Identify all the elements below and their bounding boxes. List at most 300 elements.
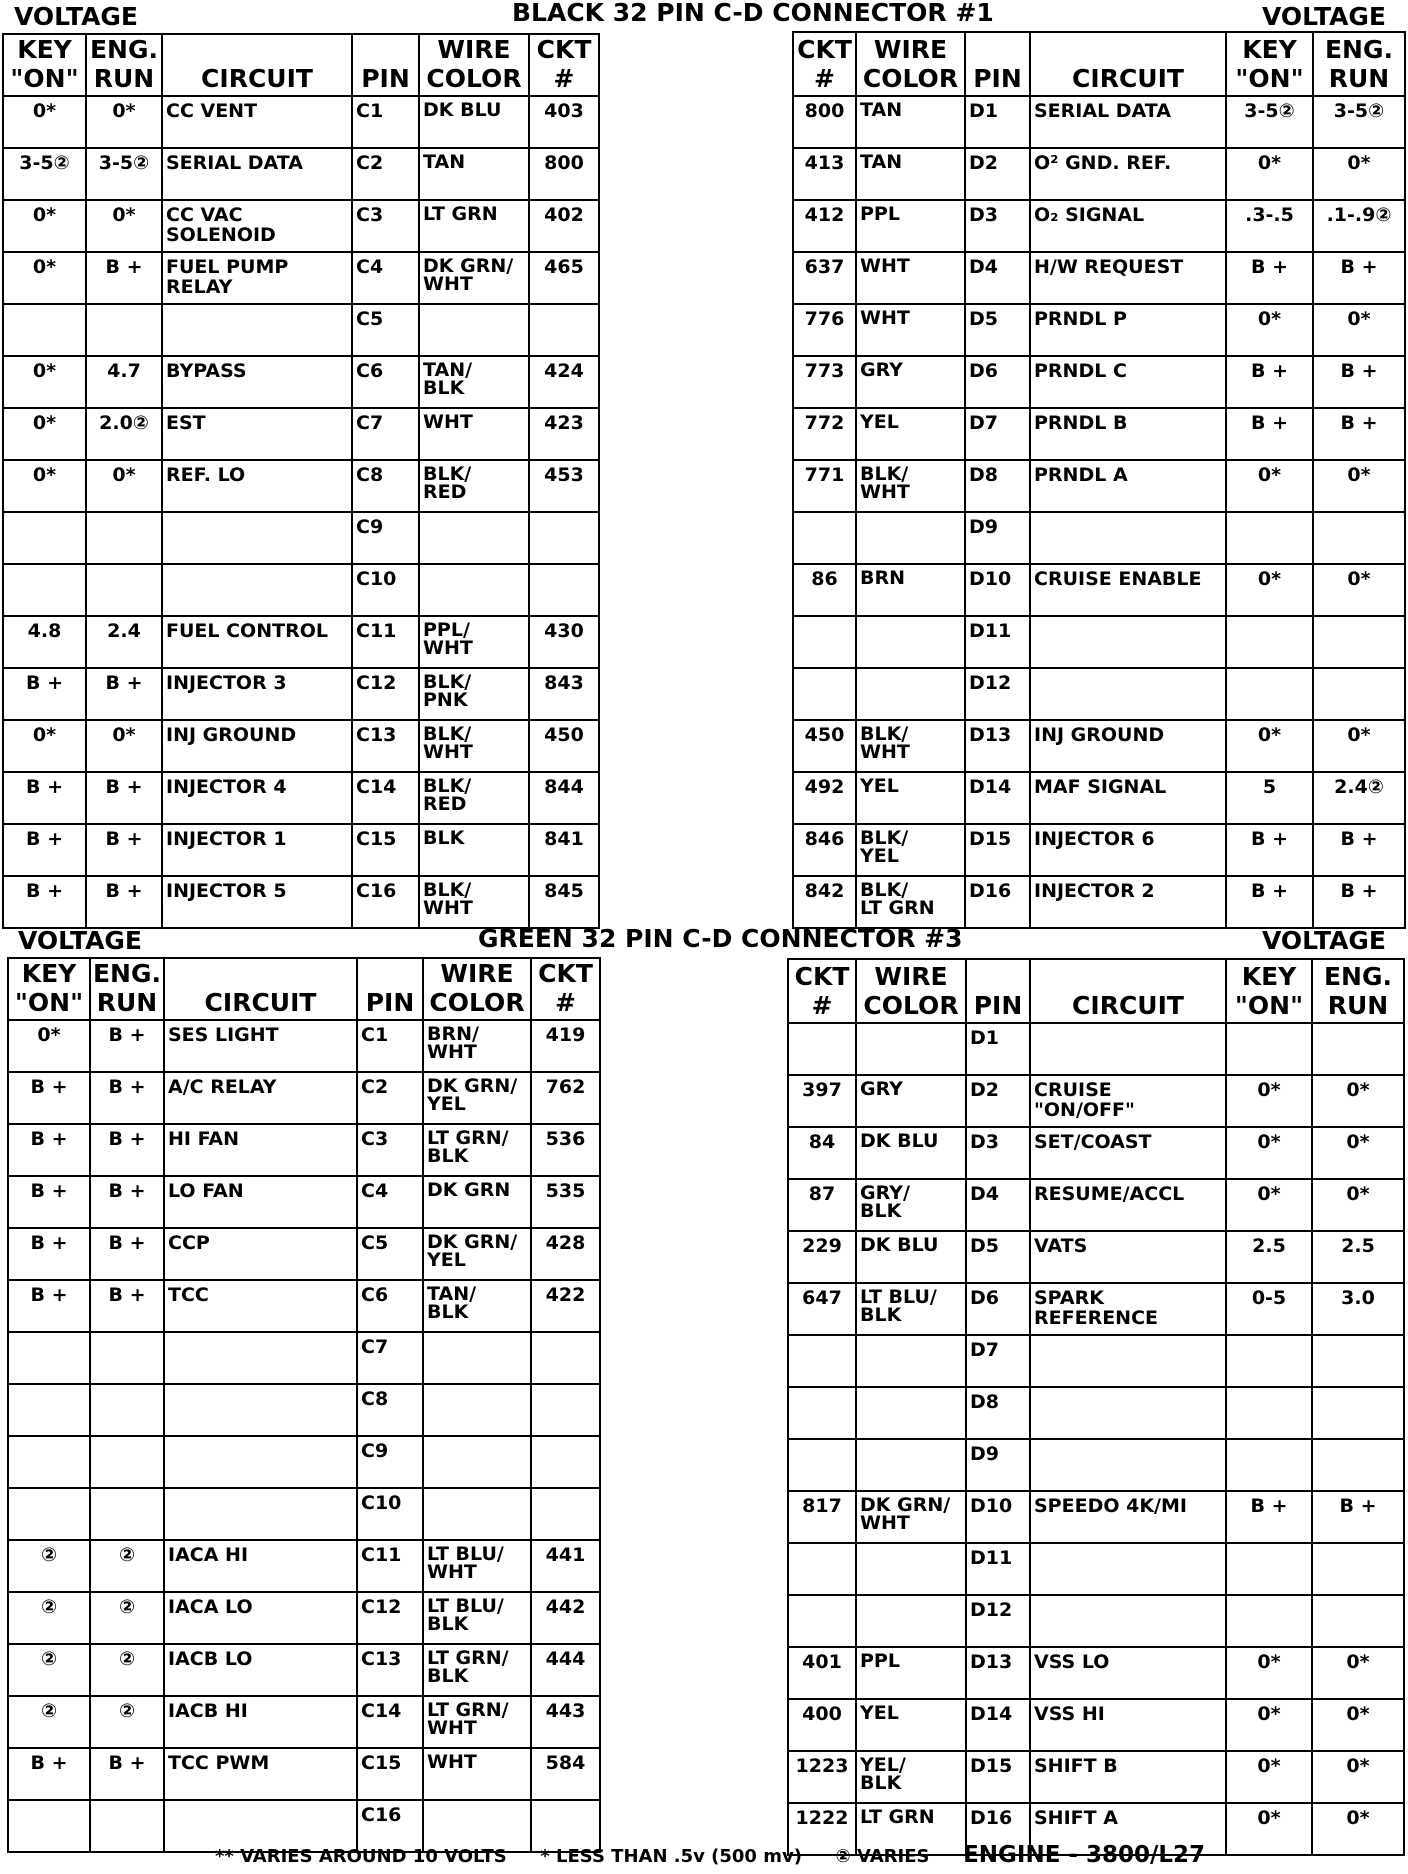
circuit-cell: CC VENT: [162, 96, 352, 148]
pin-cell: D7: [965, 408, 1030, 460]
pin-cell: D10: [965, 564, 1030, 616]
eng-run-cell: B +: [1313, 252, 1405, 304]
eng-run-cell: [90, 1488, 164, 1540]
ckt-number-cell: 400: [788, 1699, 856, 1751]
key-on-cell: B +: [8, 1280, 90, 1332]
circuit-cell: [164, 1384, 357, 1436]
table-row: [788, 1439, 1404, 1491]
eng-run-header: ENG. RUN: [1312, 959, 1404, 1023]
eng-run-cell: ②: [90, 1592, 164, 1644]
ckt-number-cell: [788, 1543, 856, 1595]
key-on-cell: ②: [8, 1696, 90, 1748]
circuit-cell: INJECTOR 3: [162, 668, 352, 720]
table-row: [8, 1644, 600, 1696]
key-on-cell: [1226, 1387, 1312, 1439]
circuit-header: CIRCUIT: [164, 958, 357, 1020]
wire-color-cell: [423, 1332, 531, 1384]
table-row: [8, 1696, 600, 1748]
ckt-number-cell: 443: [531, 1696, 600, 1748]
wire-color-header: WIRE COLOR: [856, 32, 965, 96]
key-on-cell: [3, 304, 86, 356]
circuit-header: CIRCUIT: [1030, 32, 1226, 96]
pin-cell: C7: [357, 1332, 423, 1384]
wire-color-cell: GRY: [856, 356, 965, 408]
circuit-cell: RESUME/ACCL: [1030, 1179, 1226, 1231]
circuit-cell: [162, 304, 352, 356]
key-on-cell: [8, 1800, 90, 1852]
wire-color-cell: PPL: [856, 1647, 966, 1699]
wire-color-header: WIRE COLOR: [419, 34, 529, 96]
section1-right-voltage-label: VOLTAGE: [1262, 2, 1387, 31]
key-on-header: KEY "ON": [8, 958, 90, 1020]
wire-color-cell: BLK/ WHT: [419, 720, 529, 772]
eng-run-cell: [1312, 1387, 1404, 1439]
table-row: [793, 824, 1405, 876]
table-row: [793, 512, 1405, 564]
ckt-number-header: CKT #: [529, 34, 599, 96]
pin-cell: C6: [352, 356, 419, 408]
key-on-cell: 0*: [1226, 564, 1313, 616]
pin-cell: D16: [965, 876, 1030, 928]
pin-cell: C7: [352, 408, 419, 460]
key-on-cell: [1226, 616, 1313, 668]
key-on-cell: B +: [1226, 824, 1313, 876]
eng-run-header: ENG. RUN: [86, 34, 162, 96]
pin-cell: D12: [966, 1595, 1030, 1647]
ckt-number-cell: 422: [531, 1280, 600, 1332]
circuit-cell: REF. LO: [162, 460, 352, 512]
wire-color-cell: TAN/ BLK: [419, 356, 529, 408]
ckt-number-cell: 536: [531, 1124, 600, 1176]
key-on-cell: 0*: [1226, 1803, 1312, 1855]
section1-left-voltage-label: VOLTAGE: [14, 2, 139, 31]
table-row: [788, 1543, 1404, 1595]
section3-left-voltage-label: VOLTAGE: [18, 926, 143, 955]
table-row: [793, 304, 1405, 356]
key-on-cell: B +: [3, 876, 86, 928]
pin-cell: C12: [352, 668, 419, 720]
wire-color-cell: YEL: [856, 772, 965, 824]
pin-cell: D5: [965, 304, 1030, 356]
pin-cell: D6: [966, 1283, 1030, 1335]
circuit-cell: INJECTOR 5: [162, 876, 352, 928]
table-row: [3, 148, 599, 200]
wire-color-cell: [856, 1335, 966, 1387]
circuit-cell: O₂ SIGNAL: [1030, 200, 1226, 252]
eng-run-cell: 0*: [1312, 1127, 1404, 1179]
connector1-d-table: [792, 31, 1406, 929]
pin-cell: D4: [966, 1179, 1030, 1231]
ckt-number-cell: 428: [531, 1228, 600, 1280]
wire-color-cell: LT GRN: [419, 200, 529, 252]
ckt-number-cell: 229: [788, 1231, 856, 1283]
key-on-cell: [8, 1436, 90, 1488]
eng-run-cell: B +: [1312, 1491, 1404, 1543]
table-row: [8, 1540, 600, 1592]
wire-color-cell: BLK/ WHT: [856, 460, 965, 512]
ckt-number-cell: 419: [531, 1020, 600, 1072]
circuit-cell: [162, 512, 352, 564]
wire-color-cell: PPL/ WHT: [419, 616, 529, 668]
key-on-cell: [1226, 1439, 1312, 1491]
ckt-number-header: CKT #: [531, 958, 600, 1020]
eng-run-cell: [1312, 1543, 1404, 1595]
pin-cell: D8: [966, 1387, 1030, 1439]
table-row: [793, 876, 1405, 928]
eng-run-cell: B +: [86, 824, 162, 876]
key-on-cell: 4.8: [3, 616, 86, 668]
wire-color-cell: DK GRN/ YEL: [423, 1228, 531, 1280]
key-on-cell: ②: [8, 1644, 90, 1696]
section1-title: BLACK 32 PIN C-D CONNECTOR #1: [512, 0, 994, 27]
connector3-d-table: [787, 958, 1405, 1856]
table-row: [793, 564, 1405, 616]
table-row: [793, 772, 1405, 824]
wire-color-cell: GRY: [856, 1075, 966, 1127]
ckt-number-cell: 647: [788, 1283, 856, 1335]
pin-cell: C14: [357, 1696, 423, 1748]
table-row: [793, 668, 1405, 720]
table-row: [793, 356, 1405, 408]
footer-legend: [215, 1842, 1205, 1868]
table-row: [788, 1023, 1404, 1075]
table-row: [3, 460, 599, 512]
eng-run-cell: 0*: [1312, 1699, 1404, 1751]
ckt-number-cell: [788, 1387, 856, 1439]
table-row: [3, 408, 599, 460]
connector1-c-table: [2, 33, 600, 929]
wire-color-cell: [419, 564, 529, 616]
key-on-cell: [8, 1384, 90, 1436]
key-on-cell: B +: [1226, 252, 1313, 304]
eng-run-cell: 0*: [86, 96, 162, 148]
eng-run-cell: B +: [86, 252, 162, 304]
pin-cell: C16: [352, 876, 419, 928]
key-on-cell: 0*: [1226, 148, 1313, 200]
eng-run-cell: [1312, 1595, 1404, 1647]
circuit-cell: MAF SIGNAL: [1030, 772, 1226, 824]
circuit-cell: SERIAL DATA: [1030, 96, 1226, 148]
wire-color-cell: TAN: [419, 148, 529, 200]
key-on-cell: .3-.5: [1226, 200, 1313, 252]
ckt-number-cell: [793, 512, 856, 564]
circuit-cell: [1030, 1335, 1226, 1387]
wire-color-cell: [856, 1023, 966, 1075]
table-row: [788, 1075, 1404, 1127]
key-on-cell: 0*: [1226, 1075, 1312, 1127]
circuit-cell: SPARK REFERENCE: [1030, 1283, 1226, 1335]
circuit-cell: [164, 1332, 357, 1384]
ckt-number-cell: 842: [793, 876, 856, 928]
key-on-cell: B +: [1226, 876, 1313, 928]
ckt-number-cell: 772: [793, 408, 856, 460]
pin-cell: C9: [352, 512, 419, 564]
table-row: [793, 408, 1405, 460]
ckt-number-cell: 800: [793, 96, 856, 148]
circuit-cell: [1030, 1023, 1226, 1075]
circuit-cell: INJECTOR 1: [162, 824, 352, 876]
pin-cell: C6: [357, 1280, 423, 1332]
eng-run-cell: 0*: [86, 460, 162, 512]
ckt-number-cell: [529, 512, 599, 564]
wire-color-cell: DK GRN/ WHT: [856, 1491, 966, 1543]
pin-cell: D3: [965, 200, 1030, 252]
pin-cell: D4: [965, 252, 1030, 304]
circuit-cell: INJ GROUND: [1030, 720, 1226, 772]
table-row: [3, 512, 599, 564]
key-on-cell: 0*: [1226, 720, 1313, 772]
pin-cell: C1: [357, 1020, 423, 1072]
ckt-number-cell: [793, 668, 856, 720]
key-on-cell: 0*: [3, 356, 86, 408]
ckt-number-cell: 401: [788, 1647, 856, 1699]
ckt-number-cell: 841: [529, 824, 599, 876]
eng-run-cell: 0*: [1313, 148, 1405, 200]
pin-cell: C5: [357, 1228, 423, 1280]
eng-run-cell: B +: [90, 1280, 164, 1332]
eng-run-cell: B +: [1313, 356, 1405, 408]
eng-run-header: ENG. RUN: [1313, 32, 1405, 96]
ckt-number-cell: 424: [529, 356, 599, 408]
ckt-number-cell: 773: [793, 356, 856, 408]
eng-run-cell: B +: [90, 1176, 164, 1228]
eng-run-cell: [90, 1332, 164, 1384]
table-row: [8, 1280, 600, 1332]
eng-run-cell: B +: [86, 772, 162, 824]
table-row: [788, 1699, 1404, 1751]
pin-cell: D9: [966, 1439, 1030, 1491]
key-on-cell: 0*: [8, 1020, 90, 1072]
circuit-cell: INJECTOR 6: [1030, 824, 1226, 876]
wire-color-cell: [856, 1543, 966, 1595]
key-on-cell: B +: [1226, 408, 1313, 460]
ckt-number-cell: 465: [529, 252, 599, 304]
ckt-number-cell: [529, 564, 599, 616]
eng-run-cell: B +: [90, 1228, 164, 1280]
pin-cell: C16: [357, 1800, 423, 1852]
circuit-cell: SET/COAST: [1030, 1127, 1226, 1179]
circuit-cell: IACB HI: [164, 1696, 357, 1748]
circuit-cell: INJECTOR 2: [1030, 876, 1226, 928]
pin-cell: D15: [966, 1751, 1030, 1803]
eng-run-cell: 3.0: [1312, 1283, 1404, 1335]
pin-cell: C8: [357, 1384, 423, 1436]
table-row: [788, 1387, 1404, 1439]
pin-cell: D1: [966, 1023, 1030, 1075]
eng-run-cell: 0*: [1312, 1179, 1404, 1231]
pin-cell: D16: [966, 1803, 1030, 1855]
key-on-cell: [8, 1488, 90, 1540]
wire-color-cell: BLK/ PNK: [419, 668, 529, 720]
pin-cell: D13: [965, 720, 1030, 772]
wire-color-header: WIRE COLOR: [423, 958, 531, 1020]
table-row: [793, 616, 1405, 668]
wire-color-cell: DK BLU: [419, 96, 529, 148]
pin-cell: C2: [352, 148, 419, 200]
wire-color-cell: WHT: [856, 304, 965, 356]
ckt-number-cell: 845: [529, 876, 599, 928]
wire-color-cell: [856, 668, 965, 720]
pin-cell: C4: [352, 252, 419, 304]
circuit-cell: INJ GROUND: [162, 720, 352, 772]
ckt-number-cell: 846: [793, 824, 856, 876]
pin-cell: D6: [965, 356, 1030, 408]
table-row: [3, 720, 599, 772]
pin-cell: D13: [966, 1647, 1030, 1699]
eng-run-cell: 0*: [1312, 1647, 1404, 1699]
circuit-cell: [1030, 1387, 1226, 1439]
wire-color-cell: [856, 512, 965, 564]
pin-cell: C5: [352, 304, 419, 356]
section3-title: GREEN 32 PIN C-D CONNECTOR #3: [478, 924, 963, 953]
circuit-cell: [1030, 1543, 1226, 1595]
pin-cell: D8: [965, 460, 1030, 512]
pin-cell: C15: [352, 824, 419, 876]
circuit-cell: PRNDL A: [1030, 460, 1226, 512]
key-on-cell: 0*: [1226, 1179, 1312, 1231]
pin-cell: D1: [965, 96, 1030, 148]
table-row: [8, 1488, 600, 1540]
key-on-cell: B +: [3, 668, 86, 720]
eng-run-header: ENG. RUN: [90, 958, 164, 1020]
pin-cell: D15: [965, 824, 1030, 876]
table-row: [8, 1228, 600, 1280]
ckt-number-cell: 412: [793, 200, 856, 252]
pin-cell: D5: [966, 1231, 1030, 1283]
connector3-c-table: [7, 957, 601, 1853]
circuit-cell: A/C RELAY: [164, 1072, 357, 1124]
eng-run-cell: [1312, 1439, 1404, 1491]
circuit-cell: PRNDL B: [1030, 408, 1226, 460]
wire-color-cell: DK GRN: [423, 1176, 531, 1228]
pin-cell: C1: [352, 96, 419, 148]
table-row: [8, 1592, 600, 1644]
circuit-cell: BYPASS: [162, 356, 352, 408]
table-row: [793, 96, 1405, 148]
key-on-cell: 5: [1226, 772, 1313, 824]
ckt-number-cell: [531, 1384, 600, 1436]
wire-color-cell: WHT: [856, 252, 965, 304]
eng-run-cell: ②: [90, 1540, 164, 1592]
key-on-cell: 0*: [1226, 1751, 1312, 1803]
eng-run-cell: [1312, 1335, 1404, 1387]
eng-run-cell: 0*: [1312, 1751, 1404, 1803]
pin-cell: D3: [966, 1127, 1030, 1179]
pin-cell: D14: [965, 772, 1030, 824]
pin-cell: C11: [357, 1540, 423, 1592]
pin-cell: C10: [357, 1488, 423, 1540]
key-on-cell: [8, 1332, 90, 1384]
ckt-number-cell: 423: [529, 408, 599, 460]
key-on-cell: B +: [8, 1124, 90, 1176]
eng-run-cell: B +: [86, 876, 162, 928]
pin-cell: D10: [966, 1491, 1030, 1543]
pin-cell: D11: [965, 616, 1030, 668]
circuit-cell: [1030, 512, 1226, 564]
pin-cell: C8: [352, 460, 419, 512]
circuit-cell: FUEL PUMP RELAY: [162, 252, 352, 304]
circuit-cell: LO FAN: [164, 1176, 357, 1228]
eng-run-cell: [86, 564, 162, 616]
ckt-number-cell: [531, 1436, 600, 1488]
eng-run-cell: ②: [90, 1644, 164, 1696]
key-on-cell: B +: [3, 772, 86, 824]
eng-run-cell: [1313, 616, 1405, 668]
key-on-cell: [1226, 512, 1313, 564]
wire-color-cell: [423, 1436, 531, 1488]
ckt-number-cell: 584: [531, 1748, 600, 1800]
table-row: [793, 252, 1405, 304]
ckt-number-cell: 844: [529, 772, 599, 824]
eng-run-cell: 2.0②: [86, 408, 162, 460]
table-row: [3, 252, 599, 304]
key-on-cell: B +: [8, 1748, 90, 1800]
ckt-number-header: CKT #: [793, 32, 856, 96]
key-on-cell: B +: [8, 1176, 90, 1228]
wire-color-cell: BLK/ RED: [419, 460, 529, 512]
ckt-number-cell: 771: [793, 460, 856, 512]
eng-run-cell: 2.5: [1312, 1231, 1404, 1283]
pin-cell: C12: [357, 1592, 423, 1644]
wire-color-cell: YEL/ BLK: [856, 1751, 966, 1803]
ckt-number-cell: 800: [529, 148, 599, 200]
wire-color-cell: [419, 512, 529, 564]
key-on-header: KEY "ON": [1226, 32, 1313, 96]
wire-color-cell: BLK/ YEL: [856, 824, 965, 876]
ckt-number-cell: 441: [531, 1540, 600, 1592]
table-row: [3, 668, 599, 720]
key-on-cell: 0*: [3, 200, 86, 252]
ckt-number-cell: [531, 1332, 600, 1384]
eng-run-cell: 0*: [86, 720, 162, 772]
circuit-cell: [164, 1488, 357, 1540]
ckt-number-cell: [788, 1023, 856, 1075]
pin-header: PIN: [357, 958, 423, 1020]
ckt-number-cell: [788, 1595, 856, 1647]
circuit-cell: CRUISE "ON/OFF": [1030, 1075, 1226, 1127]
ckt-number-cell: 1223: [788, 1751, 856, 1803]
key-on-cell: 3-5②: [1226, 96, 1313, 148]
wire-color-cell: LT GRN/ WHT: [423, 1696, 531, 1748]
eng-run-cell: 0*: [1312, 1803, 1404, 1855]
eng-run-cell: ②: [90, 1696, 164, 1748]
ckt-number-cell: 1222: [788, 1803, 856, 1855]
circuit-cell: [1030, 1439, 1226, 1491]
pin-cell: C11: [352, 616, 419, 668]
key-on-cell: [1226, 668, 1313, 720]
pin-cell: C2: [357, 1072, 423, 1124]
wire-color-cell: WHT: [419, 408, 529, 460]
key-on-cell: [1226, 1023, 1312, 1075]
ckt-number-cell: [788, 1439, 856, 1491]
circuit-cell: FUEL CONTROL: [162, 616, 352, 668]
wire-color-cell: [423, 1488, 531, 1540]
circuit-cell: [162, 564, 352, 616]
ckt-number-cell: 442: [531, 1592, 600, 1644]
wire-color-cell: LT BLU/ BLK: [856, 1283, 966, 1335]
key-on-cell: 0*: [3, 720, 86, 772]
key-on-header: KEY "ON": [1226, 959, 1312, 1023]
ckt-number-cell: 492: [793, 772, 856, 824]
circuit-cell: [164, 1436, 357, 1488]
circuit-cell: [1030, 616, 1226, 668]
circuit-cell: HI FAN: [164, 1124, 357, 1176]
eng-run-cell: [86, 512, 162, 564]
key-on-cell: 0*: [1226, 1127, 1312, 1179]
circuit-cell: SES LIGHT: [164, 1020, 357, 1072]
eng-run-cell: [90, 1800, 164, 1852]
circuit-cell: VSS HI: [1030, 1699, 1226, 1751]
